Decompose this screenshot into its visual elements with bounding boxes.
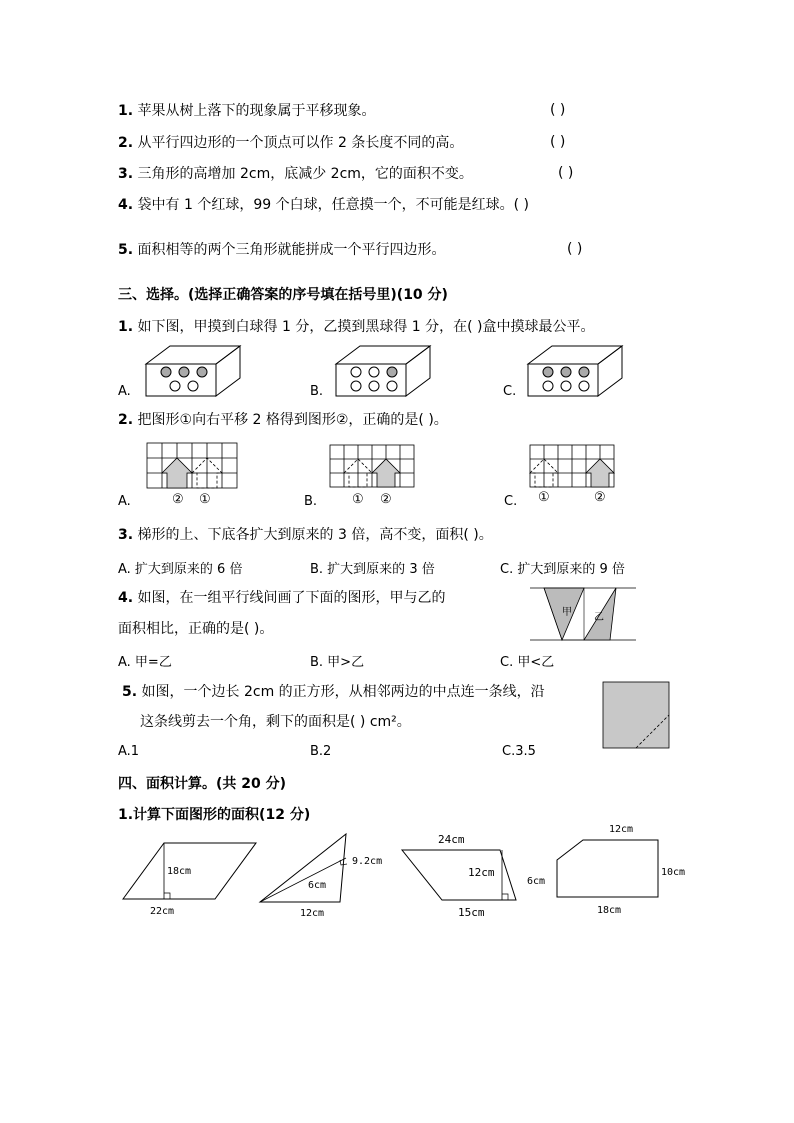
judge-item-5: 5. 面积相等的两个三角形就能拼成一个平行四边形。: [118, 242, 446, 258]
choice-q5-line2: 这条线剪去一个角，剩下的面积是( ) cm²。: [140, 714, 411, 730]
q2-option-b[interactable]: B.: [304, 494, 318, 509]
q3-option-b[interactable]: B. 扩大到原来的 3 倍: [310, 562, 435, 577]
triangle-figure: [258, 832, 393, 922]
q4-option-b[interactable]: B. 甲>乙: [310, 655, 365, 670]
grid-a-label-left: ②: [172, 492, 184, 507]
judge-item-4: 4. 袋中有 1 个红球，99 个白球，任意摸一个，不可能是红球。( ): [118, 197, 529, 213]
judge-item-2: 2. 从平行四边形的一个顶点可以作 2 条长度不同的高。: [118, 135, 464, 151]
box-c-figure: [522, 340, 632, 400]
fig3-top: 24cm: [438, 833, 465, 846]
fig2-base: 12cm: [300, 908, 325, 919]
pentagon-figure: [525, 820, 695, 920]
jia-label: 甲: [562, 607, 572, 618]
grid-b-label-right: ②: [380, 492, 392, 507]
fig4-left: 6cm: [527, 876, 546, 887]
choice-q4-line2: 面积相比，正确的是( )。: [118, 621, 274, 637]
parallel-lines-figure: [530, 585, 640, 645]
choice-q5: 5. 如图，一个边长 2cm 的正方形，从相邻两边的中点连一条线，沿: [122, 684, 545, 700]
section-3-title: 三、选择。(选择正确答案的序号填在括号里)(10 分): [118, 287, 448, 303]
box-a-figure: [140, 340, 250, 400]
section-4-title: 四、面积计算。(共 20 分): [118, 776, 287, 792]
answer-paren-2[interactable]: ( ): [550, 134, 566, 150]
choice-q1: 1. 如下图，甲摸到白球得 1 分，乙摸到黑球得 1 分，在( )盒中摸球最公平。: [118, 319, 595, 335]
section-4-subtitle: 1.计算下面图形的面积(12 分): [118, 807, 311, 823]
grid-a-figure: [147, 443, 239, 509]
fig3-height: 12cm: [468, 866, 495, 879]
fig1-height: 18cm: [167, 866, 192, 877]
choice-q2: 2. 把图形①向右平移 2 格得到图形②，正确的是( )。: [118, 412, 448, 428]
q4-option-c[interactable]: C. 甲<乙: [500, 655, 555, 670]
answer-paren-1[interactable]: ( ): [550, 102, 566, 118]
grid-b-figure: [330, 445, 422, 511]
fig1-base: 22cm: [150, 906, 175, 917]
answer-paren-5[interactable]: ( ): [567, 241, 583, 257]
fig2-side: 6cm: [308, 880, 327, 891]
box-b-figure: [330, 340, 440, 400]
q2-option-a[interactable]: A.: [118, 494, 131, 509]
grid-c-label-left: ①: [538, 490, 550, 505]
q1-option-b[interactable]: B.: [310, 384, 324, 399]
answer-paren-3[interactable]: ( ): [558, 165, 574, 181]
grid-b-label-left: ①: [352, 492, 364, 507]
fig4-base: 18cm: [597, 905, 622, 916]
square-figure: [603, 682, 671, 750]
judge-item-1: 1. 苹果从树上落下的现象属于平移现象。: [118, 103, 376, 119]
parallelogram-figure: [120, 840, 260, 920]
choice-q3: 3. 梯形的上、下底各扩大到原来的 3 倍，高不变，面积( )。: [118, 527, 493, 543]
q5-option-c[interactable]: C.3.5: [502, 744, 536, 759]
q4-option-a[interactable]: A. 甲=乙: [118, 655, 172, 670]
grid-a-label-right: ①: [199, 492, 211, 507]
q3-option-a[interactable]: A. 扩大到原来的 6 倍: [118, 562, 243, 577]
q5-option-b[interactable]: B.2: [310, 744, 332, 759]
grid-c-figure: [530, 445, 622, 511]
grid-c-label-right: ②: [594, 490, 606, 505]
choice-q4: 4. 如图，在一组平行线间画了下面的图形，甲与乙的: [118, 590, 446, 606]
judge-item-3: 3. 三角形的高增加 2cm，底减少 2cm，它的面积不变。: [118, 166, 473, 182]
yi-label: 乙: [594, 612, 604, 623]
fig4-top: 12cm: [609, 824, 634, 835]
q3-option-c[interactable]: C. 扩大到原来的 9 倍: [500, 562, 625, 577]
trapezoid-figure: [400, 830, 525, 920]
fig4-right: 10cm: [661, 867, 686, 878]
fig3-base: 15cm: [458, 906, 485, 919]
q1-option-a[interactable]: A.: [118, 384, 131, 399]
fig2-height: 9.2cm: [352, 856, 383, 867]
q1-option-c[interactable]: C.: [503, 384, 517, 399]
q2-option-c[interactable]: C.: [504, 494, 518, 509]
q5-option-a[interactable]: A.1: [118, 744, 140, 759]
